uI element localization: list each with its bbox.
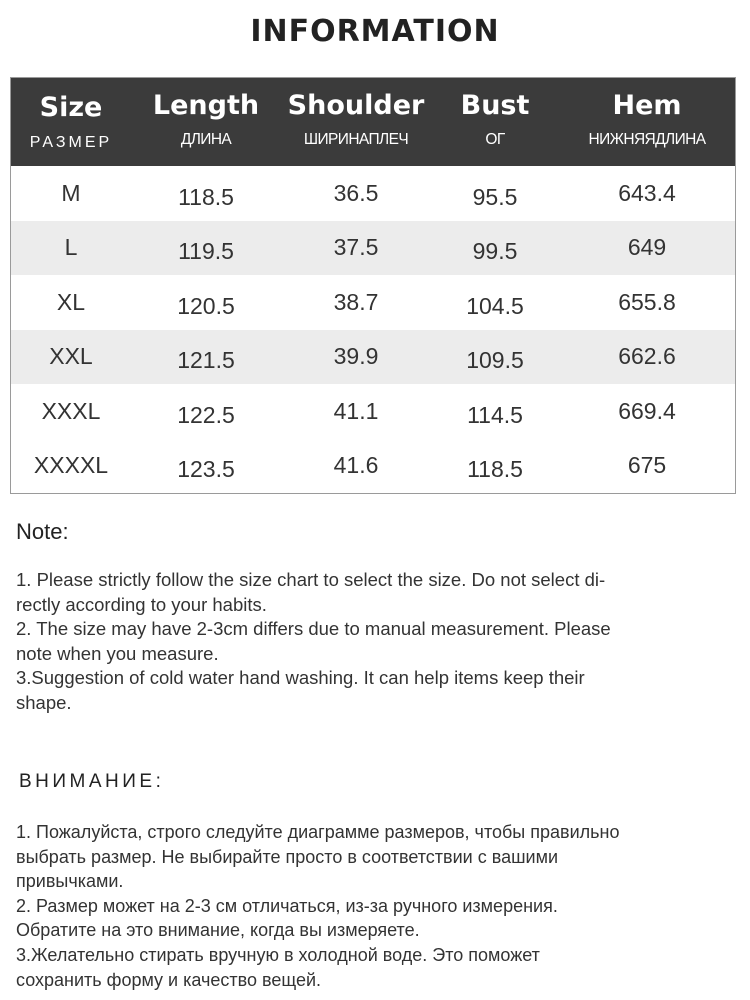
cell-length: 120.5 xyxy=(177,292,235,319)
header-size xyxy=(11,78,131,166)
cell-shoulder: 38.7 xyxy=(333,288,379,315)
cell-bust: 99.5 xyxy=(472,238,518,265)
ru-note-line: выбрать размер. Не выбирайте просто в соответствии с вашими xyxy=(16,846,559,867)
note-heading: Note: xyxy=(16,519,69,544)
header-shoulder-en: Shoulder xyxy=(287,90,425,121)
header-shoulder xyxy=(281,78,431,166)
cell-hem: 655.8 xyxy=(618,288,676,315)
ru-note-line: сохранить форму и качество вещей. xyxy=(16,969,322,990)
header-size-ru: РАЗМЕР xyxy=(29,134,113,151)
ru-note-body xyxy=(16,820,736,992)
header-length xyxy=(131,78,281,166)
cell-shoulder: 37.5 xyxy=(333,234,379,261)
table-row xyxy=(11,439,735,494)
cell-hem: 675 xyxy=(627,452,667,479)
ru-note-line: Обратите на это внимание, когда вы измеряете. xyxy=(16,920,420,941)
header-hem-en: Hem xyxy=(612,90,682,121)
table-header xyxy=(11,78,735,166)
cell-size: M xyxy=(61,179,81,206)
cell-size: XXL xyxy=(49,343,93,370)
header-length-en: Length xyxy=(152,90,260,121)
table-row xyxy=(11,384,735,439)
header-bust xyxy=(431,78,559,166)
ru-note-heading: ВНИМАНИЕ: xyxy=(19,771,165,792)
cell-size: XXXL xyxy=(41,397,101,424)
header-size-en: Size xyxy=(39,92,103,123)
header-hem-ru: НИЖНЯЯДЛИНА xyxy=(588,131,706,148)
size-chart-table xyxy=(10,77,736,494)
cell-hem: 643.4 xyxy=(618,179,676,206)
table-row xyxy=(11,330,735,385)
table-row xyxy=(11,221,735,276)
cell-length: 119.5 xyxy=(178,238,234,265)
cell-shoulder: 41.6 xyxy=(333,452,379,479)
note-line: 1. Please strictly follow the size chart to select the size. Do not select di- xyxy=(16,569,606,590)
note-line: 3.Suggestion of cold water hand washing. It can help items keep their xyxy=(16,667,585,689)
cell-hem: 662.6 xyxy=(618,343,676,370)
note-line: rectly according to your habits. xyxy=(16,593,267,615)
cell-size: L xyxy=(64,234,78,261)
cell-bust: 114.5 xyxy=(467,401,523,428)
header-length-ru: ДЛИНА xyxy=(180,131,232,148)
ru-note-line: 2. Размер может на 2-3 см отличаться, из-за ручного измерения. xyxy=(16,895,558,916)
cell-length: 123.5 xyxy=(177,456,235,483)
cell-hem: 649 xyxy=(627,234,667,261)
cell-length: 118.5 xyxy=(178,183,234,210)
note-body xyxy=(16,568,731,716)
ru-note-line: привычками. xyxy=(16,871,124,892)
cell-bust: 104.5 xyxy=(466,292,524,319)
cell-shoulder: 41.1 xyxy=(333,397,379,424)
page-title: INFORMATION xyxy=(250,14,500,49)
ru-note-line: 1. Пожалуйста, строго следуйте диаграмме размеров, чтобы правильно xyxy=(16,822,620,842)
note-line: shape. xyxy=(16,691,72,713)
cell-length: 121.5 xyxy=(177,347,235,374)
header-hem xyxy=(559,78,735,166)
cell-hem: 669.4 xyxy=(618,397,676,424)
cell-bust: 95.5 xyxy=(472,183,518,210)
table-row xyxy=(11,166,735,221)
note-line: note when you measure. xyxy=(16,642,219,664)
cell-length: 122.5 xyxy=(177,401,235,428)
header-bust-ru: ОГ xyxy=(485,131,505,148)
cell-size: XL xyxy=(56,288,86,315)
cell-bust: 118.5 xyxy=(467,456,523,483)
header-bust-en: Bust xyxy=(460,90,530,121)
note-line: 2. The size may have 2-3cm differs due to manual measurement. Please xyxy=(16,618,611,640)
ru-note-line: 3.Желательно стирать вручную в холодной воде. Это поможет xyxy=(16,944,540,965)
cell-shoulder: 39.9 xyxy=(333,343,379,370)
cell-shoulder: 36.5 xyxy=(333,179,379,206)
header-shoulder-ru: ШИРИНАПЛЕЧ xyxy=(303,131,409,148)
cell-size: XXXXL xyxy=(33,452,109,479)
table-row xyxy=(11,275,735,330)
cell-bust: 109.5 xyxy=(466,347,524,374)
